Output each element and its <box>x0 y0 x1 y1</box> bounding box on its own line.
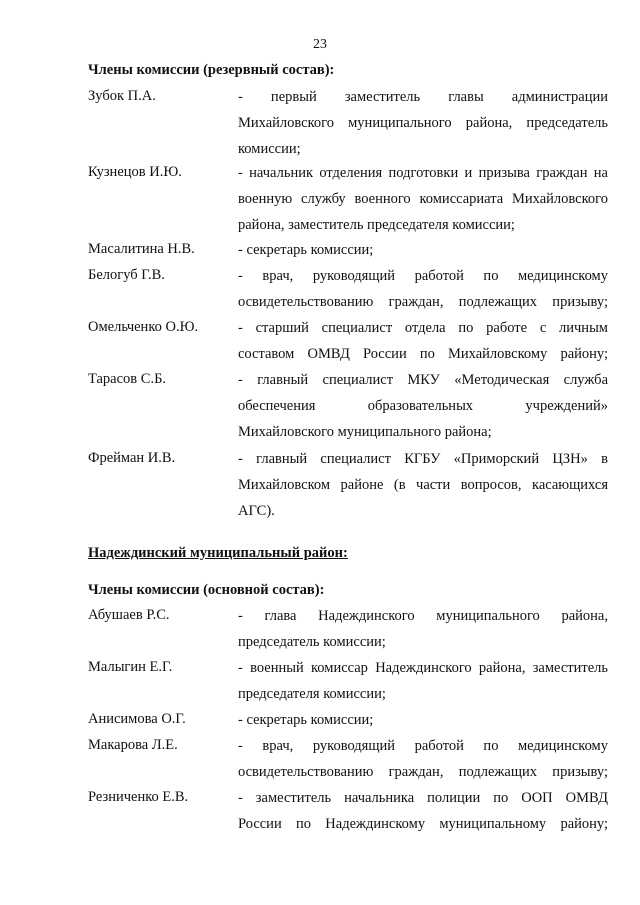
member-role-line: Михайловском районе (в части вопросов, касающихся <box>238 477 608 493</box>
member-name: Анисимова О.Г. <box>88 711 186 727</box>
main-members-heading: Члены комиссии (основной состав): <box>88 582 325 598</box>
member-role-line: - военный комиссар Надеждинского района, заместитель <box>238 660 608 676</box>
member-role-line: военную службу военного комиссариата Михайловского <box>238 191 608 207</box>
member-role <box>238 241 608 267</box>
member-role-line: - глава Надеждинского муниципального района, <box>238 608 608 624</box>
member-role <box>238 711 608 737</box>
reserve-members-heading: Члены комиссии (резервный состав): <box>88 62 335 78</box>
member-name: Кузнецов И.Ю. <box>88 164 182 180</box>
member-role <box>238 607 608 659</box>
member-role <box>238 450 608 528</box>
member-role-line: комиссии; <box>238 141 301 157</box>
member-role <box>238 789 608 841</box>
member-role-line: России по Надеждинскому муниципальному району; <box>238 816 608 832</box>
member-role-line: - заместитель начальника полиции по ООП ОМВД <box>238 790 608 806</box>
member-name: Зубок П.А. <box>88 88 156 104</box>
member-role-line: - секретарь комиссии; <box>238 712 374 728</box>
member-role <box>238 267 608 319</box>
member-name: Масалитина Н.В. <box>88 241 195 257</box>
member-role-line: АГС). <box>238 503 275 519</box>
member-role-line: освидетельствованию граждан, подлежащих призыву; <box>238 764 608 780</box>
member-role-line: Михайловского муниципального района; <box>238 424 492 440</box>
member-name: Фрейман И.В. <box>88 450 176 466</box>
member-role <box>238 371 608 449</box>
member-role-line: - первый заместитель главы администрации <box>238 89 608 105</box>
member-name: Абушаев Р.С. <box>88 607 170 623</box>
member-role-line: - начальник отделения подготовки и призыва граждан на <box>238 165 608 181</box>
page-number: 23 <box>313 37 327 52</box>
member-name: Белогуб Г.В. <box>88 267 165 283</box>
member-role <box>238 737 608 789</box>
member-role-line: - главный специалист КГБУ «Приморский ЦЗН» в <box>238 451 608 467</box>
member-role <box>238 88 608 166</box>
member-role-line: освидетельствованию граждан, подлежащих призыву; <box>238 294 608 310</box>
district-heading: Надеждинский муниципальный район: <box>88 545 348 561</box>
member-name: Малыгин Е.Г. <box>88 659 173 675</box>
member-name: Тарасов С.Б. <box>88 371 167 387</box>
member-role <box>238 319 608 371</box>
member-role-line: района, заместитель председателя комиссии; <box>238 217 515 233</box>
member-role-line: Михайловского муниципального района, председатель <box>238 115 608 131</box>
member-role-line: - главный специалист МКУ «Методическая служба <box>238 372 608 388</box>
member-role <box>238 659 608 711</box>
member-role-line: - старший специалист отдела по работе с личным <box>238 320 608 336</box>
member-role <box>238 164 608 242</box>
member-role-line: - врач, руководящий работой по медицинскому <box>238 268 608 284</box>
member-name: Макарова Л.Е. <box>88 737 178 753</box>
member-role-line: обеспечения образовательных учреждений» <box>238 398 608 414</box>
member-role-line: председателя комиссии; <box>238 686 386 702</box>
member-name: Резниченко Е.В. <box>88 789 189 805</box>
member-role-line: - врач, руководящий работой по медицинскому <box>238 738 608 754</box>
member-name: Омельченко О.Ю. <box>88 319 199 335</box>
member-role-line: - секретарь комиссии; <box>238 242 374 258</box>
member-role-line: председатель комиссии; <box>238 634 386 650</box>
member-role-line: составом ОМВД России по Михайловскому району; <box>238 346 608 362</box>
